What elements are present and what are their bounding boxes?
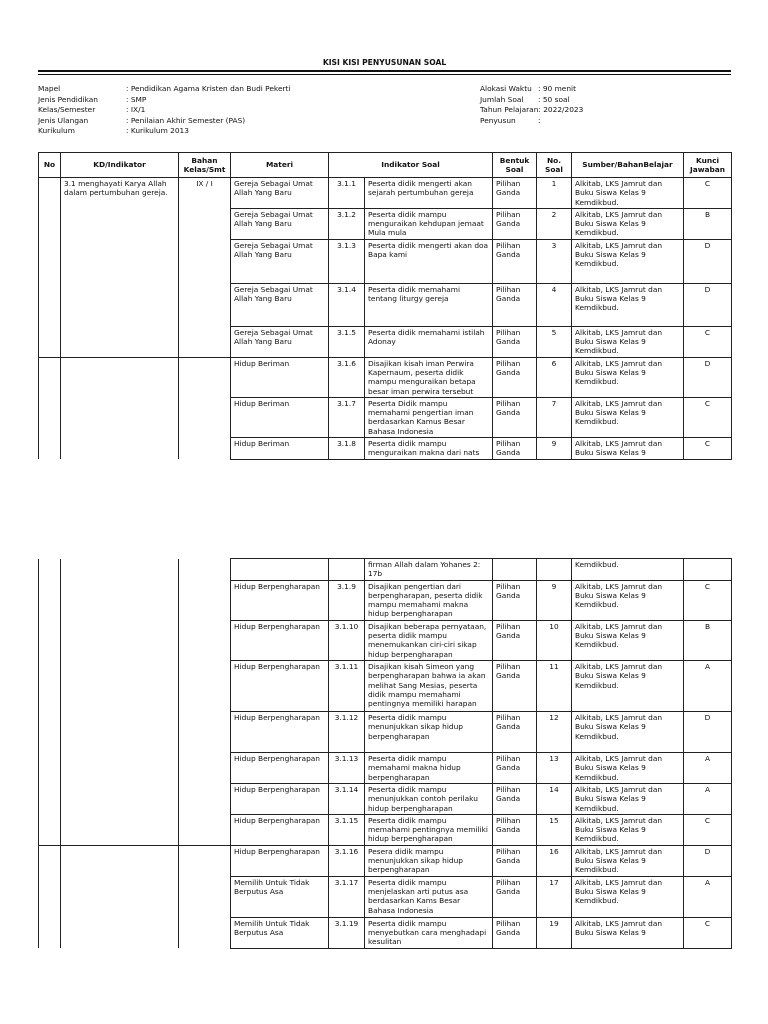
kunci-jawaban-cell: C xyxy=(684,326,732,357)
kunci-jawaban-cell: C xyxy=(684,397,732,437)
kode-indikator-cell: 3.1.12 xyxy=(329,711,365,752)
materi-cell: Hidup Beriman xyxy=(231,438,329,460)
title-rule-thick xyxy=(38,70,731,72)
table-row xyxy=(39,357,732,397)
meta-value: : Pendidikan Agama Kristen dan Budi Pekerti xyxy=(126,84,291,93)
kunci-jawaban-cell: C xyxy=(684,178,732,209)
bentuk-soal-cell: Pilihan Ganda xyxy=(493,620,537,660)
materi-cell: Gereja Sebagai Umat Allah Yang Baru xyxy=(231,283,329,326)
materi-cell: Gereja Sebagai Umat Allah Yang Baru xyxy=(231,178,329,209)
table-row xyxy=(39,845,732,876)
kode-indikator-cell: 3.1.14 xyxy=(329,783,365,814)
meta-row-kelas-semester xyxy=(38,105,290,116)
bahan-cell xyxy=(179,845,231,948)
indikator-soal-cell: Peserta didik memahami tentang liturgy gereja xyxy=(365,283,493,326)
kunci-jawaban-cell: B xyxy=(684,208,732,239)
meta-value: : 2022/2023 xyxy=(538,105,584,114)
kunci-jawaban-cell: D xyxy=(684,845,732,876)
meta-left-block xyxy=(38,84,290,137)
document-title: KISI KISI PENYUSUNAN SOAL xyxy=(322,58,447,67)
bentuk-soal-cell: Pilihan Ganda xyxy=(493,752,537,783)
kunci-jawaban-cell: D xyxy=(684,283,732,326)
header-no: No xyxy=(39,153,61,178)
meta-label: Alokasi Waktu xyxy=(480,84,532,93)
no-soal-cell: 14 xyxy=(537,783,572,814)
kunci-jawaban-cell: C xyxy=(684,580,732,620)
no-soal-cell: 17 xyxy=(537,876,572,917)
sumber-cell: Alkitab, LKS Jamrut dan Buku Siswa Kelas 9 Kemdikbud. xyxy=(572,357,684,397)
meta-value: : Kurikulum 2013 xyxy=(126,126,189,135)
kode-indikator-cell: 3.1.16 xyxy=(329,845,365,876)
indikator-soal-cell: Disajikan kisah iman Perwira Kapernaum, peserta didik mampu menguraikan betapa besar iman perwira tersebut xyxy=(365,357,493,397)
no-soal-cell: 9 xyxy=(537,438,572,460)
sumber-cell: Alkitab, LKS Jamrut dan Buku Siswa Kelas 9 Kemdikbud. xyxy=(572,711,684,752)
meta-label: Jumlah Soal xyxy=(480,94,524,104)
kunci-jawaban-cell: C xyxy=(684,917,732,948)
table-header-row xyxy=(39,153,732,178)
meta-label: Mapel xyxy=(38,84,61,93)
bentuk-soal-cell: Pilihan Ganda xyxy=(493,283,537,326)
no-soal-cell: 13 xyxy=(537,752,572,783)
title-rule-thin xyxy=(38,74,731,75)
sumber-cell: Alkitab, LKS Jamrut dan Buku Siswa Kelas 9 Kemdikbud. xyxy=(572,580,684,620)
bentuk-soal-cell: Pilihan Ganda xyxy=(493,239,537,283)
kd-indikator-cell xyxy=(61,845,179,948)
no-soal-cell: 19 xyxy=(537,917,572,948)
table-row xyxy=(39,178,732,209)
no-soal-cell: 5 xyxy=(537,326,572,357)
bentuk-soal-cell: Pilihan Ganda xyxy=(493,178,537,209)
meta-label: Jenis Ulangan xyxy=(38,115,89,125)
meta-row-alokasi-waktu xyxy=(480,84,583,95)
indikator-soal-cell: Pesera didik mampu menunjukkan sikap hidup berpengharapan xyxy=(365,845,493,876)
indikator-soal-cell: Peserta didik mampu memahami makna hidup berpengharapan xyxy=(365,752,493,783)
indikator-soal-cell: Peserta didik mampu menguraikan kehdupan jemaat Mula mula xyxy=(365,208,493,239)
sumber-cell: Alkitab, LKS Jamrut dan Buku Siswa Kelas 9 Kemdikbud. xyxy=(572,178,684,209)
indikator-soal-cell: Peserta didik mampu menyebutkan cara menghadapi kesulitan xyxy=(365,917,493,948)
materi-cell: Hidup Berpengharapan xyxy=(231,783,329,814)
kode-indikator-cell: 3.1.2 xyxy=(329,208,365,239)
no-soal-cell: 16 xyxy=(537,845,572,876)
header-bahan-kelas-smt: Bahan Kelas/Smt xyxy=(179,153,231,178)
materi-cell: Hidup Beriman xyxy=(231,397,329,437)
indikator-soal-cell: Peserta didik mampu menunjukkan sikap hidup berpengharapan xyxy=(365,711,493,752)
indikator-soal-cell: Peserta didik mampu memahami pentingnya memiliki hidup berpengharapan xyxy=(365,814,493,845)
indikator-soal-cell: Peserta Didik mampu memahami pengertian iman berdasarkan Kamus Besar Bahasa Indonesia xyxy=(365,397,493,437)
meta-row-jenis-pendidikan xyxy=(38,95,290,106)
sumber-cell: Alkitab, LKS Jamrut dan Buku Siswa Kelas 9 Kemdikbud. xyxy=(572,620,684,660)
bentuk-soal-cell: Pilihan Ganda xyxy=(493,917,537,948)
meta-label: Jenis Pendidikan xyxy=(38,94,98,104)
kode-indikator-cell: 3.1.5 xyxy=(329,326,365,357)
materi-cell: Memilih Untuk Tidak Berputus Asa xyxy=(231,917,329,948)
bentuk-soal-cell: Pilihan Ganda xyxy=(493,580,537,620)
no-soal-cell: 12 xyxy=(537,711,572,752)
indikator-soal-cell: Peserta didik mampu menunjukkan contoh perilaku hidup berpengharapan xyxy=(365,783,493,814)
meta-label: Tahun Pelajaran xyxy=(480,105,539,114)
no-soal-cell: 11 xyxy=(537,660,572,711)
indikator-soal-cell: Disajikan beberapa pernyataan, peserta didik mampu menemukankan ciri-ciri sikap hidup berpengharapan xyxy=(365,620,493,660)
kode-indikator-cell: 3.1.13 xyxy=(329,752,365,783)
sumber-cell: Alkitab, LKS Jamrut dan Buku Siswa Kelas 9 xyxy=(572,438,684,460)
kode-indikator-cell: 3.1.9 xyxy=(329,580,365,620)
bentuk-soal-cell: Pilihan Ganda xyxy=(493,711,537,752)
header-kunci-jawaban: Kunci Jawaban xyxy=(684,153,732,178)
indikator-soal-cell: Disajikan kisah Simeon yang berpengharapan bahwa ia akan melihat Sang Mesias, peserta didik mampu memahami pentingnya memiliki harapan xyxy=(365,660,493,711)
bentuk-soal-cell: Pilihan Ganda xyxy=(493,357,537,397)
meta-value: : Penilaian Akhir Semester (PAS) xyxy=(126,115,246,125)
indikator-soal-cell: Disajikan pengertian dari berpengharapan, peserta didik mampu memahami makna hidup berpengharapan xyxy=(365,580,493,620)
bentuk-soal-cell: Pilihan Ganda xyxy=(493,814,537,845)
materi-cell: Hidup Berpengharapan xyxy=(231,580,329,620)
sumber-cell: Alkitab, LKS Jamrut dan Buku Siswa Kelas 9 Kemdikbud. xyxy=(572,845,684,876)
kode-indikator-cell: 3.1.11 xyxy=(329,660,365,711)
sumber-cell: Alkitab, LKS Jamrut dan Buku Siswa Kelas 9 Kemdikbud. xyxy=(572,239,684,283)
meta-value: : xyxy=(538,115,541,125)
no-soal-cell: 6 xyxy=(537,357,572,397)
materi-cell: Hidup Berpengharapan xyxy=(231,620,329,660)
materi-cell: Hidup Berpengharapan xyxy=(231,752,329,783)
header-no-soal: No. Soal xyxy=(537,153,572,178)
materi-cell: Memilih Untuk Tidak Berputus Asa xyxy=(231,876,329,917)
kunci-jawaban-cell: C xyxy=(684,438,732,460)
materi-cell xyxy=(231,559,329,581)
sumber-cell: Alkitab, LKS Jamrut dan Buku Siswa Kelas 9 xyxy=(572,917,684,948)
materi-cell: Hidup Berpengharapan xyxy=(231,845,329,876)
kunci-jawaban-cell: B xyxy=(684,620,732,660)
kode-indikator-cell: 3.1.3 xyxy=(329,239,365,283)
indikator-soal-cell: Peserta didik memahami istilah Adonay xyxy=(365,326,493,357)
meta-label: Penyusun xyxy=(480,115,516,125)
no-cell xyxy=(39,178,61,358)
no-soal-cell xyxy=(537,559,572,581)
indikator-soal-cell: firman Allah dalam Yohanes 2: 17b xyxy=(365,559,493,581)
meta-value: : SMP xyxy=(126,94,147,104)
kode-indikator-cell: 3.1.10 xyxy=(329,620,365,660)
sumber-cell: Alkitab, LKS Jamrut dan Buku Siswa Kelas 9 Kemdikbud. xyxy=(572,783,684,814)
kd-indikator-cell xyxy=(61,357,179,459)
bentuk-soal-cell: Pilihan Ganda xyxy=(493,783,537,814)
indikator-soal-cell: Peserta didik mampu menguraikan makna dari nats xyxy=(365,438,493,460)
materi-cell: Gereja Sebagai Umat Allah Yang Baru xyxy=(231,326,329,357)
kunci-jawaban-cell: A xyxy=(684,876,732,917)
header-bentuk-soal: Bentuk Soal xyxy=(493,153,537,178)
bentuk-soal-cell: Pilihan Ganda xyxy=(493,326,537,357)
sumber-cell: Alkitab, LKS Jamrut dan Buku Siswa Kelas 9 Kemdikbud. xyxy=(572,283,684,326)
bentuk-soal-cell: Pilihan Ganda xyxy=(493,845,537,876)
materi-cell: Hidup Berpengharapan xyxy=(231,660,329,711)
kode-indikator-cell: 3.1.17 xyxy=(329,876,365,917)
bentuk-soal-cell: Pilihan Ganda xyxy=(493,438,537,460)
sumber-cell: Alkitab, LKS Jamrut dan Buku Siswa Kelas 9 Kemdikbud. xyxy=(572,752,684,783)
kd-indikator-cell: 3.1 menghayati Karya Allah dalam pertumbuhan gereja. xyxy=(61,178,179,358)
bentuk-soal-cell: Pilihan Ganda xyxy=(493,876,537,917)
no-soal-cell: 10 xyxy=(537,620,572,660)
meta-label: Kurikulum xyxy=(38,126,75,135)
materi-cell: Hidup Beriman xyxy=(231,357,329,397)
kunci-jawaban-cell: A xyxy=(684,660,732,711)
table-row xyxy=(39,559,732,581)
meta-row-kurikulum xyxy=(38,126,290,137)
no-soal-cell: 3 xyxy=(537,239,572,283)
sumber-cell: Alkitab, LKS Jamrut dan Buku Siswa Kelas 9 Kemdikbud. xyxy=(572,397,684,437)
kunci-jawaban-cell: D xyxy=(684,357,732,397)
no-soal-cell: 7 xyxy=(537,397,572,437)
indikator-soal-cell: Peserta didik mampu menjelaskan arti putus asa berdasarkan Kams Besar Bahasa Indonesia xyxy=(365,876,493,917)
indikator-soal-cell: Peserta didik mengerti akan sejarah pertumbuhan gereja xyxy=(365,178,493,209)
meta-label: Kelas/Semester xyxy=(38,105,96,114)
sumber-cell: Kemdikbud. xyxy=(572,559,684,581)
materi-cell: Gereja Sebagai Umat Allah Yang Baru xyxy=(231,208,329,239)
kode-indikator-cell: 3.1.1 xyxy=(329,178,365,209)
header-indikator-soal: Indikator Soal xyxy=(329,153,493,178)
no-soal-cell: 9 xyxy=(537,580,572,620)
header-kd-indikator: KD/Indikator xyxy=(61,153,179,178)
materi-cell: Hidup Berpengharapan xyxy=(231,711,329,752)
kunci-jawaban-cell: D xyxy=(684,239,732,283)
header-sumber-bahan-belajar: Sumber/BahanBelajar xyxy=(572,153,684,178)
meta-value: : IX/1 xyxy=(126,105,146,114)
sumber-cell: Alkitab, LKS Jamrut dan Buku Siswa Kelas 9 Kemdikbud. xyxy=(572,326,684,357)
meta-row-jumlah-soal xyxy=(480,95,583,106)
kisi-kisi-table-page-1 xyxy=(38,152,732,460)
bentuk-soal-cell: Pilihan Ganda xyxy=(493,208,537,239)
no-soal-cell: 4 xyxy=(537,283,572,326)
kunci-jawaban-cell: A xyxy=(684,783,732,814)
no-cell xyxy=(39,559,61,846)
meta-value: : 50 soal xyxy=(538,94,570,104)
kode-indikator-cell: 3.1.8 xyxy=(329,438,365,460)
kode-indikator-cell: 3.1.15 xyxy=(329,814,365,845)
meta-row-tahun-pelajaran xyxy=(480,105,583,116)
no-soal-cell: 1 xyxy=(537,178,572,209)
bentuk-soal-cell: Pilihan Ganda xyxy=(493,397,537,437)
kode-indikator-cell: 3.1.4 xyxy=(329,283,365,326)
meta-row-mapel xyxy=(38,84,290,95)
sumber-cell: Alkitab, LKS Jamrut dan Buku Siswa Kelas 9 Kemdikbud. xyxy=(572,208,684,239)
kode-indikator-cell: 3.1.19 xyxy=(329,917,365,948)
header-materi: Materi xyxy=(231,153,329,178)
materi-cell: Hidup Berpengharapan xyxy=(231,814,329,845)
kisi-kisi-table-page-2 xyxy=(38,558,732,949)
sumber-cell: Alkitab, LKS Jamrut dan Buku Siswa Kelas 9 Kemdikbud. xyxy=(572,660,684,711)
kunci-jawaban-cell: D xyxy=(684,711,732,752)
no-cell xyxy=(39,845,61,948)
no-soal-cell: 15 xyxy=(537,814,572,845)
materi-cell: Gereja Sebagai Umat Allah Yang Baru xyxy=(231,239,329,283)
meta-value: : 90 menit xyxy=(538,84,576,93)
meta-row-penyusun xyxy=(480,116,583,127)
kode-indikator-cell xyxy=(329,559,365,581)
no-soal-cell: 2 xyxy=(537,208,572,239)
bentuk-soal-cell: Pilihan Ganda xyxy=(493,660,537,711)
indikator-soal-cell: Peserta didik mengerti akan doa Bapa kami xyxy=(365,239,493,283)
kode-indikator-cell: 3.1.7 xyxy=(329,397,365,437)
kode-indikator-cell: 3.1.6 xyxy=(329,357,365,397)
kd-indikator-cell xyxy=(61,559,179,846)
kunci-jawaban-cell: A xyxy=(684,752,732,783)
kunci-jawaban-cell: C xyxy=(684,814,732,845)
bahan-cell xyxy=(179,559,231,846)
meta-right-block xyxy=(480,84,583,126)
kunci-jawaban-cell xyxy=(684,559,732,581)
bentuk-soal-cell xyxy=(493,559,537,581)
bahan-cell xyxy=(179,357,231,459)
meta-row-jenis-ulangan xyxy=(38,116,290,127)
sumber-cell: Alkitab, LKS Jamrut dan Buku Siswa Kelas 9 Kemdikbud. xyxy=(572,876,684,917)
bahan-cell: IX / I xyxy=(179,178,231,358)
sumber-cell: Alkitab, LKS Jamrut dan Buku Siswa Kelas 9 Kemdikbud. xyxy=(572,814,684,845)
no-cell xyxy=(39,357,61,459)
